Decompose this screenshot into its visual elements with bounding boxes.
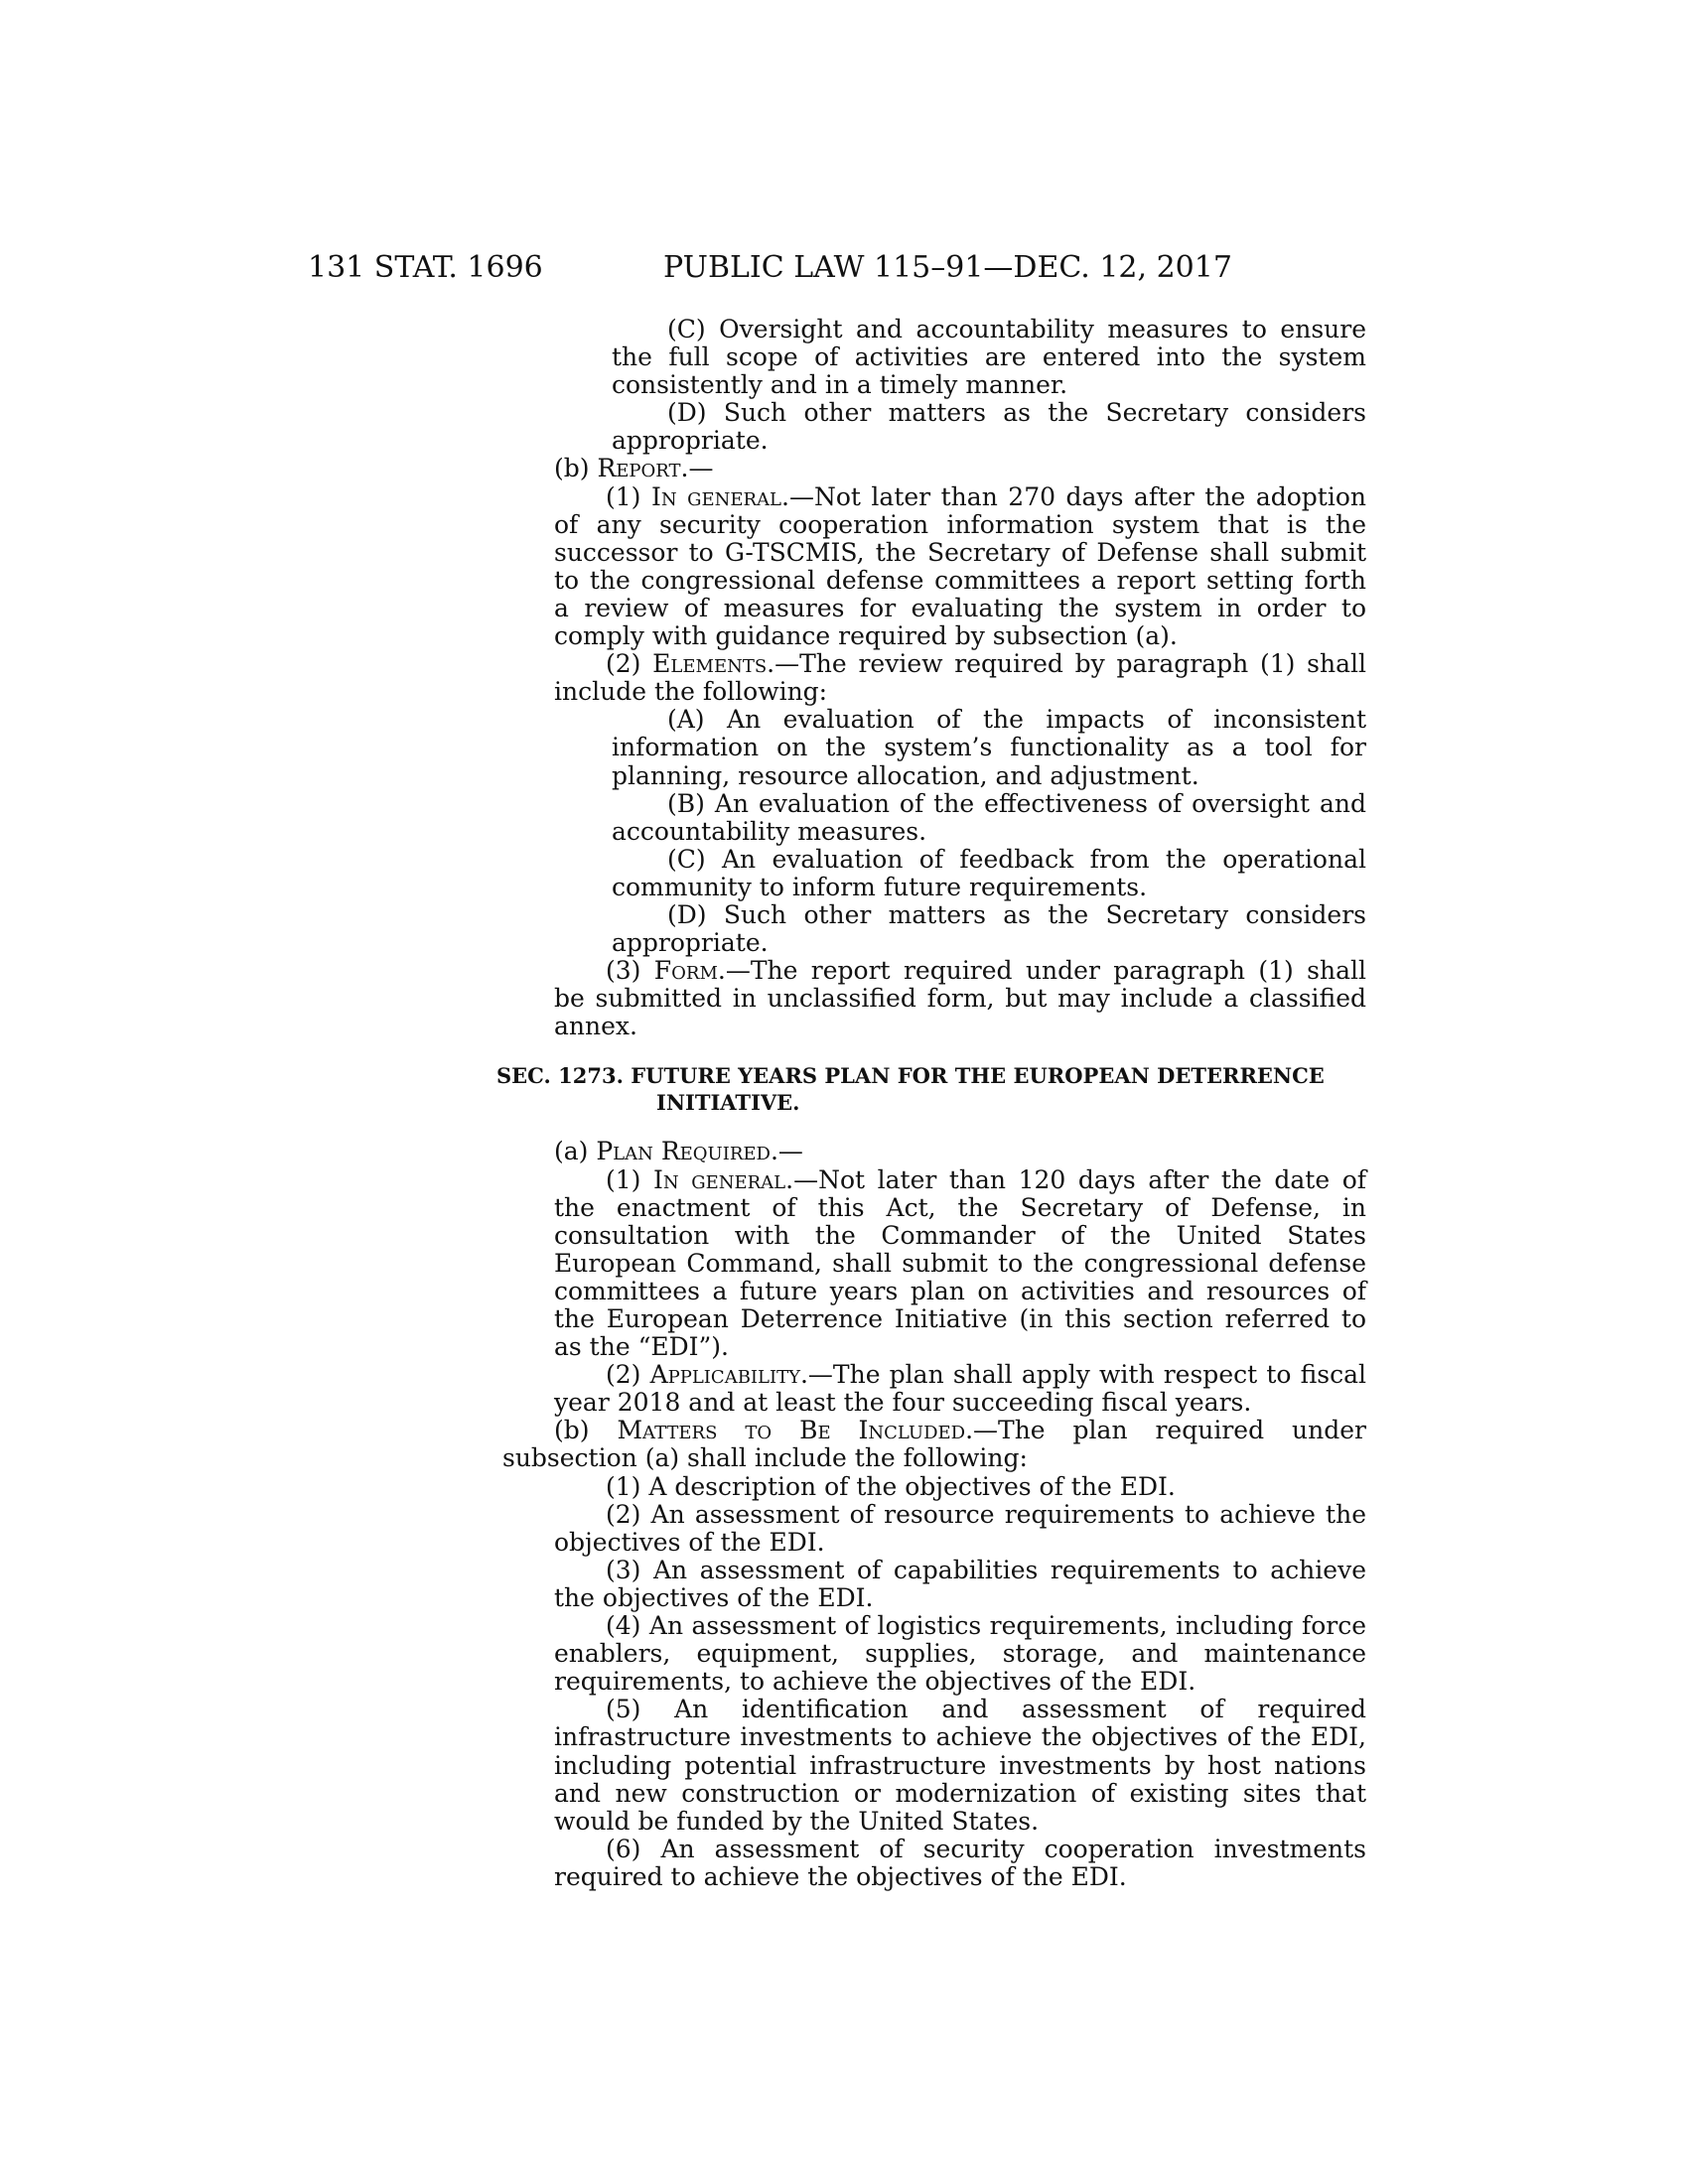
matter-item-6: (6) An assessment of security cooperation investments required to achieve the objectives of the EDI.	[554, 1834, 1366, 1891]
paragraph-a1-in-general: (1) In general.—Not later than 120 days after the date of the enactment of this Act, the Secretary of Defense, in consultation with the Commander of the United States European Command, shall submit to the congressional defense committees a future years plan on activities and resources of the European Deterrence Initiative (in this section referred to as the “EDI”).	[554, 1164, 1367, 1362]
matter-item-2: (2) An assessment of resource requirements to achieve the objectives of the EDI.	[554, 1499, 1366, 1557]
paragraph-c-oversight: (C) Oversight and accountability measures to ensure the full scope of activities are entered into the system consistently and in a timely manner.	[612, 315, 1366, 400]
matter-item-1: (1) A description of the objectives of the EDI.	[606, 1471, 1176, 1501]
paragraph-b2c: (C) An evaluation of feedback from the operational community to inform future requirements.	[612, 844, 1366, 901]
section-heading: SEC. 1273. FUTURE YEARS PLAN FOR THE EUROPEAN DETERRENCE INITIATIVE.	[496, 1063, 1325, 1116]
public-law-title: PUBLIC LAW 115–91—DEC. 12, 2017	[663, 250, 1232, 285]
paragraph-b1-in-general: (1) In general.—Not later than 270 days after the adoption of any security cooperation information system that is the successor to G-TSCMIS, the Secretary of Defense shall submit to the congressional defense committees a report setting forth a review of measures for evaluating the system in order to comply with guidance required by subsection (a).	[554, 481, 1366, 651]
paragraph-b3-form: (3) Form.—The report required under paragraph (1) shall be submitted in unclassified form, but may include a classified annex.	[554, 956, 1366, 1041]
paragraph-b2d: (D) Such other matters as the Secretary considers appropriate.	[612, 899, 1366, 958]
paragraph-a2-applicability: (2) Applicability.—The plan shall apply with respect to fiscal year 2018 and at least the four succeeding fiscal years.	[554, 1360, 1366, 1418]
paragraph-b2a: (A) An evaluation of the impacts of inconsistent information on the system’s functionality as a tool for planning, resource allocation, and adjustment.	[612, 705, 1366, 790]
subsection-b-report-heading: (b) Report.—	[554, 454, 714, 483]
subsection-a-plan-required-heading: (a) Plan Required.—	[554, 1137, 803, 1166]
text-column	[496, 315, 1367, 1891]
matter-item-5: (5) An identification and assessment of required infrastructure investments to achieve the objectives of the EDI, including potential infrastructure investments by host nations and new construction or modernization of existing sites that would be funded by the United States.	[554, 1695, 1366, 1836]
matter-item-4: (4) An assessment of logistics requirements, including force enablers, equipment, supplies, storage, and maintenance requirements, to achieve the objectives of the EDI.	[554, 1611, 1366, 1697]
paragraph-b2-elements: (2) Elements.—The review required by paragraph (1) shall include the following:	[554, 649, 1366, 707]
paragraph-d-other-matters: (D) Such other matters as the Secretary considers appropriate.	[612, 398, 1366, 456]
page-header	[0, 248, 1688, 288]
paragraph-b2b: (B) An evaluation of the effectiveness of oversight and accountability measures.	[612, 788, 1366, 846]
statute-citation: 131 STAT. 1696	[308, 250, 543, 285]
matter-item-3: (3) An assessment of capabilities requirements to achieve the objectives of the EDI.	[554, 1555, 1366, 1612]
subsection-b-matters-included: (b) Matters to Be Included.—The plan required under subsection (a) shall include the following:	[502, 1416, 1366, 1473]
